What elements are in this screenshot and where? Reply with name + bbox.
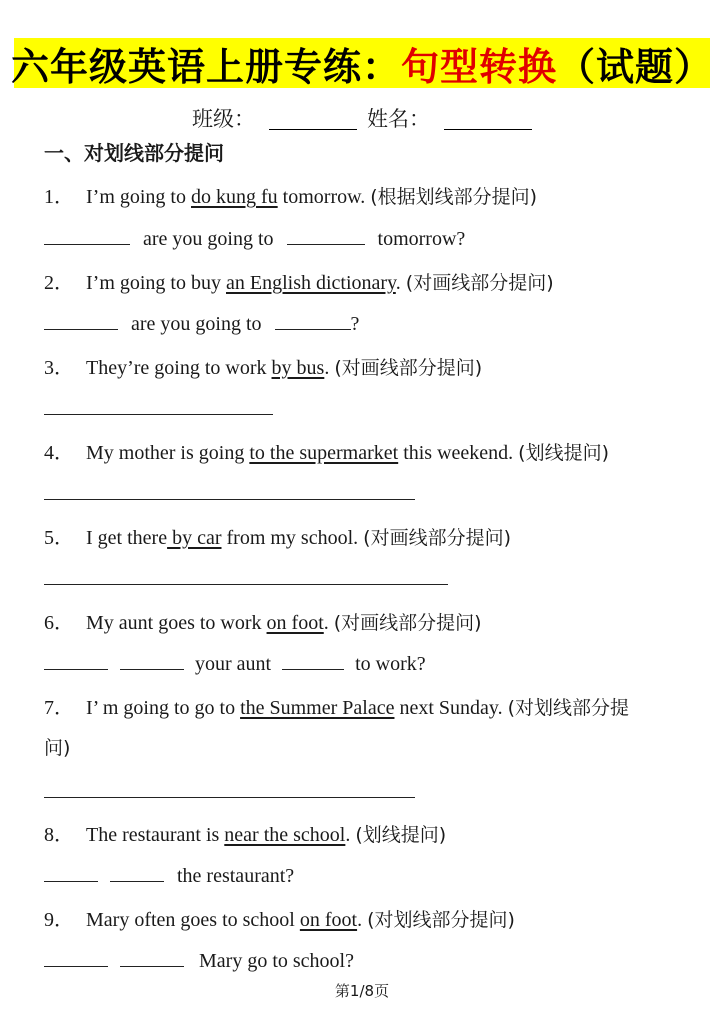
answer-blank[interactable] [44,309,118,330]
underlined-phrase: on foot [299,909,358,931]
answer-line-3[interactable] [44,414,273,415]
question-hint: (对划线部分提问) [367,909,515,931]
answer-1: are you going to tomorrow? [44,224,465,251]
class-name-line [0,98,724,138]
answer-blank[interactable] [120,946,184,967]
question-3: 3． They’re going to work by bus. (对画线部分提问) [44,357,483,379]
question-9: 9． Mary often goes to school on foot. (对划线部分提问) [44,909,515,931]
question-hint: (划线提问) [518,442,609,464]
underlined-phrase: the Summer Palace [240,697,395,719]
answer-blank[interactable] [44,224,130,245]
title-part3: （试题） [557,44,714,89]
question-hint: (对画线部分提问) [363,527,511,549]
answer-blank[interactable] [282,649,344,670]
underlined-phrase: do kung fu [191,186,278,208]
question-hint: (对画线部分提问) [405,272,554,294]
answer-line-7[interactable] [44,797,415,798]
answer-2: are you going to ? [44,309,359,336]
answer-8: the restaurant? [44,861,294,888]
answer-line-4[interactable] [44,499,415,500]
question-hint: (对划线部分提 [507,697,630,719]
question-hint: (对画线部分提问) [334,357,483,379]
name-blank[interactable] [444,107,532,130]
section-title: 一、对划线部分提问 [44,141,224,165]
underlined-phrase: near the school [224,824,346,846]
answer-blank[interactable] [120,649,184,670]
question-6: 6． My aunt goes to work on foot. (对画线部分提问) [44,612,482,634]
name-label: 姓名： [367,107,430,131]
title-part2: 句型转换 [401,44,558,89]
question-7: 7． I’ m going to go to the Summer Palace next Sunday. (对划线部分提 [44,697,630,719]
underlined-phrase: to the supermarket [249,442,399,464]
class-label: 班级： [192,107,255,131]
underlined-phrase: on foot [266,612,324,634]
answer-6: your aunt to work? [44,649,426,676]
question-hint: (划线提问) [355,824,447,846]
underlined-phrase: by bus [271,357,325,379]
answer-blank[interactable] [44,946,108,967]
answer-blank[interactable] [275,309,351,330]
question-1: 1． I’m going to do kung fu tomorrow. (根据划线部分提问) [44,186,538,208]
question-5: 5． I get there by car from my school. (对画线部分提问) [44,527,511,549]
question-hint: (对画线部分提问) [333,612,482,634]
title-part1: 六年级英语上册专练： [10,44,401,89]
question-7-hint-cont: 问) [44,737,71,759]
answer-blank[interactable] [287,224,365,245]
page-number: 第1/8页 [334,982,390,1000]
answer-9: Mary go to school? [44,946,354,973]
title-banner [10,38,714,89]
answer-line-5[interactable] [44,584,448,585]
underlined-phrase: by car [167,527,222,549]
question-8: 8． The restaurant is near the school. (划线提问) [44,824,447,846]
question-2: 2． I’m going to buy an English dictionary. (对画线部分提问) [44,272,554,294]
question-4: 4． My mother is going to the supermarket this weekend. (划线提问) [44,442,609,464]
underlined-phrase: an English dictionary [226,272,396,294]
answer-blank[interactable] [44,861,98,882]
answer-blank[interactable] [44,649,108,670]
question-hint: (根据划线部分提问) [370,186,538,208]
answer-blank[interactable] [110,861,164,882]
class-blank[interactable] [269,107,357,130]
